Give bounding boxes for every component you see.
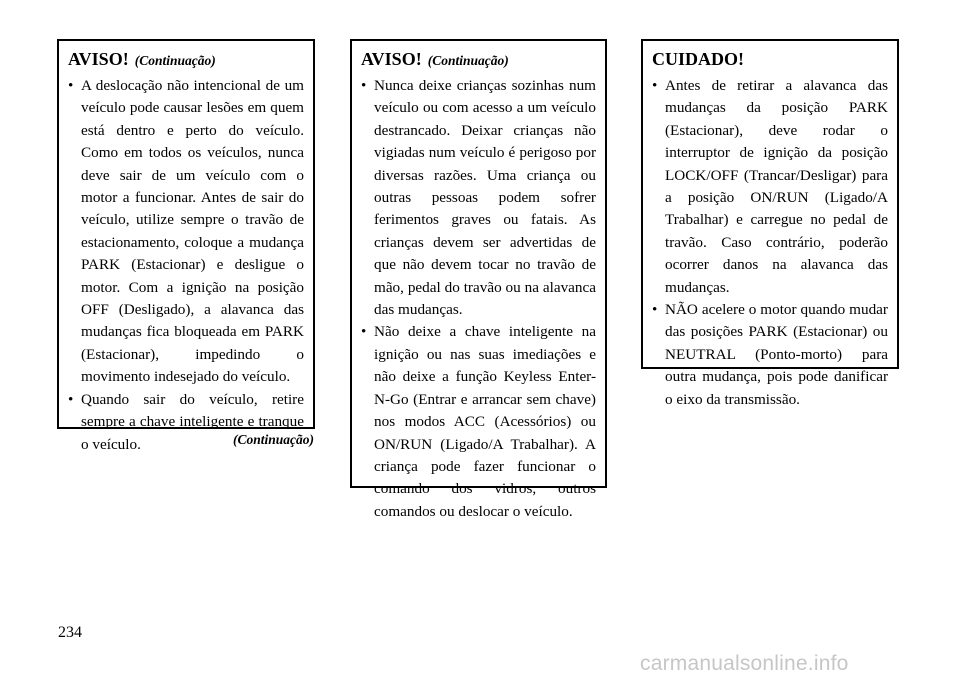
warning-list [361,75,596,523]
warning-title: AVISO! [68,49,129,69]
caution-list [652,75,888,411]
caution-title: CUIDADO! [652,49,744,69]
warning-box-continued-1 [57,39,315,453]
warning-box-continued-2 [350,39,607,520]
continuation-tag: (Continuação) [427,53,509,68]
warning-title: AVISO! [361,49,422,69]
warning-header [68,47,304,71]
watermark: carmanualsonline.info [640,652,849,675]
continuation-footer: (Continuação) [232,432,314,447]
page-number: 234 [58,624,82,641]
warning-item: • Não deixe a chave inteligente na ignição ou nas suas imediações e não deixe a função Keyless Enter-N-Go (Entrar e arrancar sem chave) nos modos ACC (Acessórios) ou ON/RUN (Ligado/A Trabalhar). A criança pode fazer funcionar o comando dos vidros, outros comandos ou deslocar o veículo. [361,321,596,523]
warning-item: • Nunca deixe crianças sozinhas num veículo ou com acesso a um veículo destrancado. Deixar crianças não vigiadas num veículo é perigoso por diversas razões. Uma criança ou outras pessoas podem sofrer ferimentos graves ou fatais. As crianças devem ser advertidas de que não devem tocar no travão de mão, pedal do travão ou na alavanca das mudanças. [361,75,596,321]
continuation-tag: (Continuação) [134,53,216,68]
caution-header [652,47,888,71]
caution-box [641,39,899,408]
warning-item: • Quando sair do veículo, retire sempre a chave inteligente e tranque o veículo. [68,389,304,456]
warning-item: • A deslocação não intencional de um veículo pode causar lesões em quem está dentro e perto do veículo. Como em todos os veículos, nunca deve sair de um veículo com o motor a funcionar. Antes de sair do veículo, utilize sempre o travão de estacionamento, coloque a mudança PARK (Estacionar) e desligue o motor. Com a ignição na posição OFF (Desligado), a alavanca das mudanças fica bloqueada em PARK (Estacionar), impedindo o movimento indesejado do veículo. [68,75,304,389]
caution-item: • Antes de retirar a alavanca das mudanças da posição PARK (Estacionar), deve rodar o interruptor de ignição da posição LOCK/OFF (Trancar/Desligar) para a posição ON/RUN (Ligado/A Trabalhar) e carregue no pedal de travão. Caso contrário, poderão ocorrer danos na alavanca das mudanças. [652,75,888,299]
caution-item: • NÃO acelere o motor quando mudar das posições PARK (Estacionar) ou NEUTRAL (Ponto-morto) para outra mudança, pois pode danificar o eixo da transmissão. [652,299,888,411]
warning-list [68,75,304,456]
warning-header [361,47,596,71]
